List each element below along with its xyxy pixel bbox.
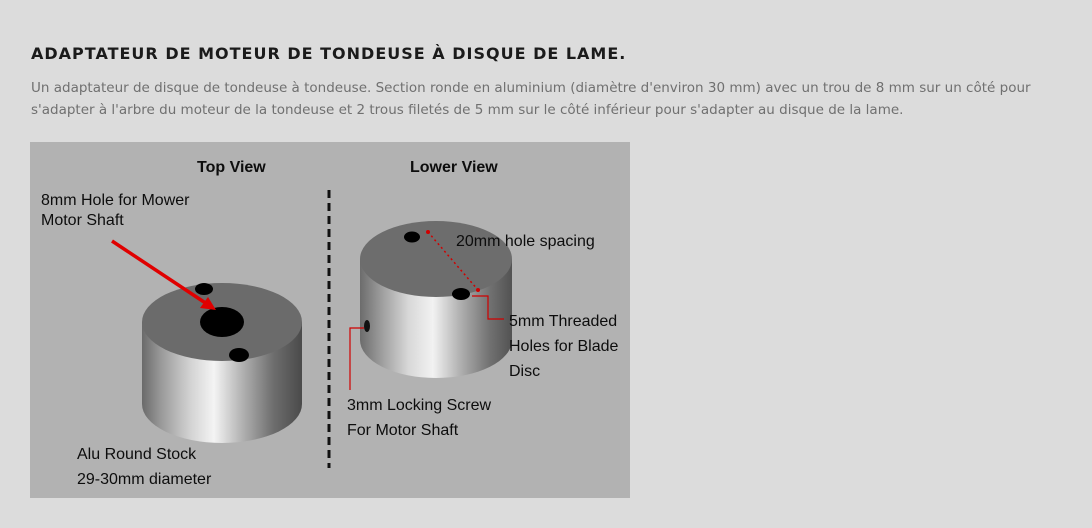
shaft-hole-label-1: 8mm Hole for Mower	[41, 192, 190, 209]
shaft-hole-label-2: Motor Shaft	[41, 212, 124, 229]
locking-label-1: 3mm Locking Screw	[347, 397, 492, 414]
spacing-dot-2	[476, 288, 480, 292]
lower-view-heading: Lower View	[410, 159, 498, 176]
stock-label-1: Alu Round Stock	[77, 446, 197, 463]
stock-label-2: 29-30mm diameter	[77, 471, 212, 488]
threaded-hole-top	[195, 283, 213, 295]
threaded-label-1: 5mm Threaded	[509, 313, 618, 330]
shaft-hole	[200, 307, 244, 337]
spacing-dot-1	[426, 230, 430, 234]
product-description: Un adaptateur de disque de tondeuse à tondeuse. Section ronde en aluminium (diamètre d'environ 30 mm) avec un trou de 8 mm sur un côté pour s'adapter à l'arbre du moteur de la tondeuse et 2 trous filetés de 5 mm sur le côté inférieur pour s'adapter au disque de la lame.	[31, 80, 1031, 118]
threaded-label-3: Disc	[509, 363, 541, 380]
locking-screw-hole	[364, 320, 370, 332]
threaded-hole-bottom	[229, 348, 249, 362]
spacing-hole-2	[452, 288, 470, 300]
top-view-heading: Top View	[197, 159, 266, 176]
spacing-hole-1	[404, 232, 420, 243]
diagram-svg	[30, 142, 630, 498]
spacing-label: 20mm hole spacing	[456, 233, 595, 250]
threaded-label-2: Holes for Blade	[509, 338, 619, 355]
product-title: ADAPTATEUR DE MOTEUR DE TONDEUSE À DISQUE DE LAME.	[31, 44, 627, 63]
top-view-cylinder	[142, 283, 302, 443]
adapter-diagram	[30, 142, 630, 498]
locking-label-2: For Motor Shaft	[347, 422, 459, 439]
